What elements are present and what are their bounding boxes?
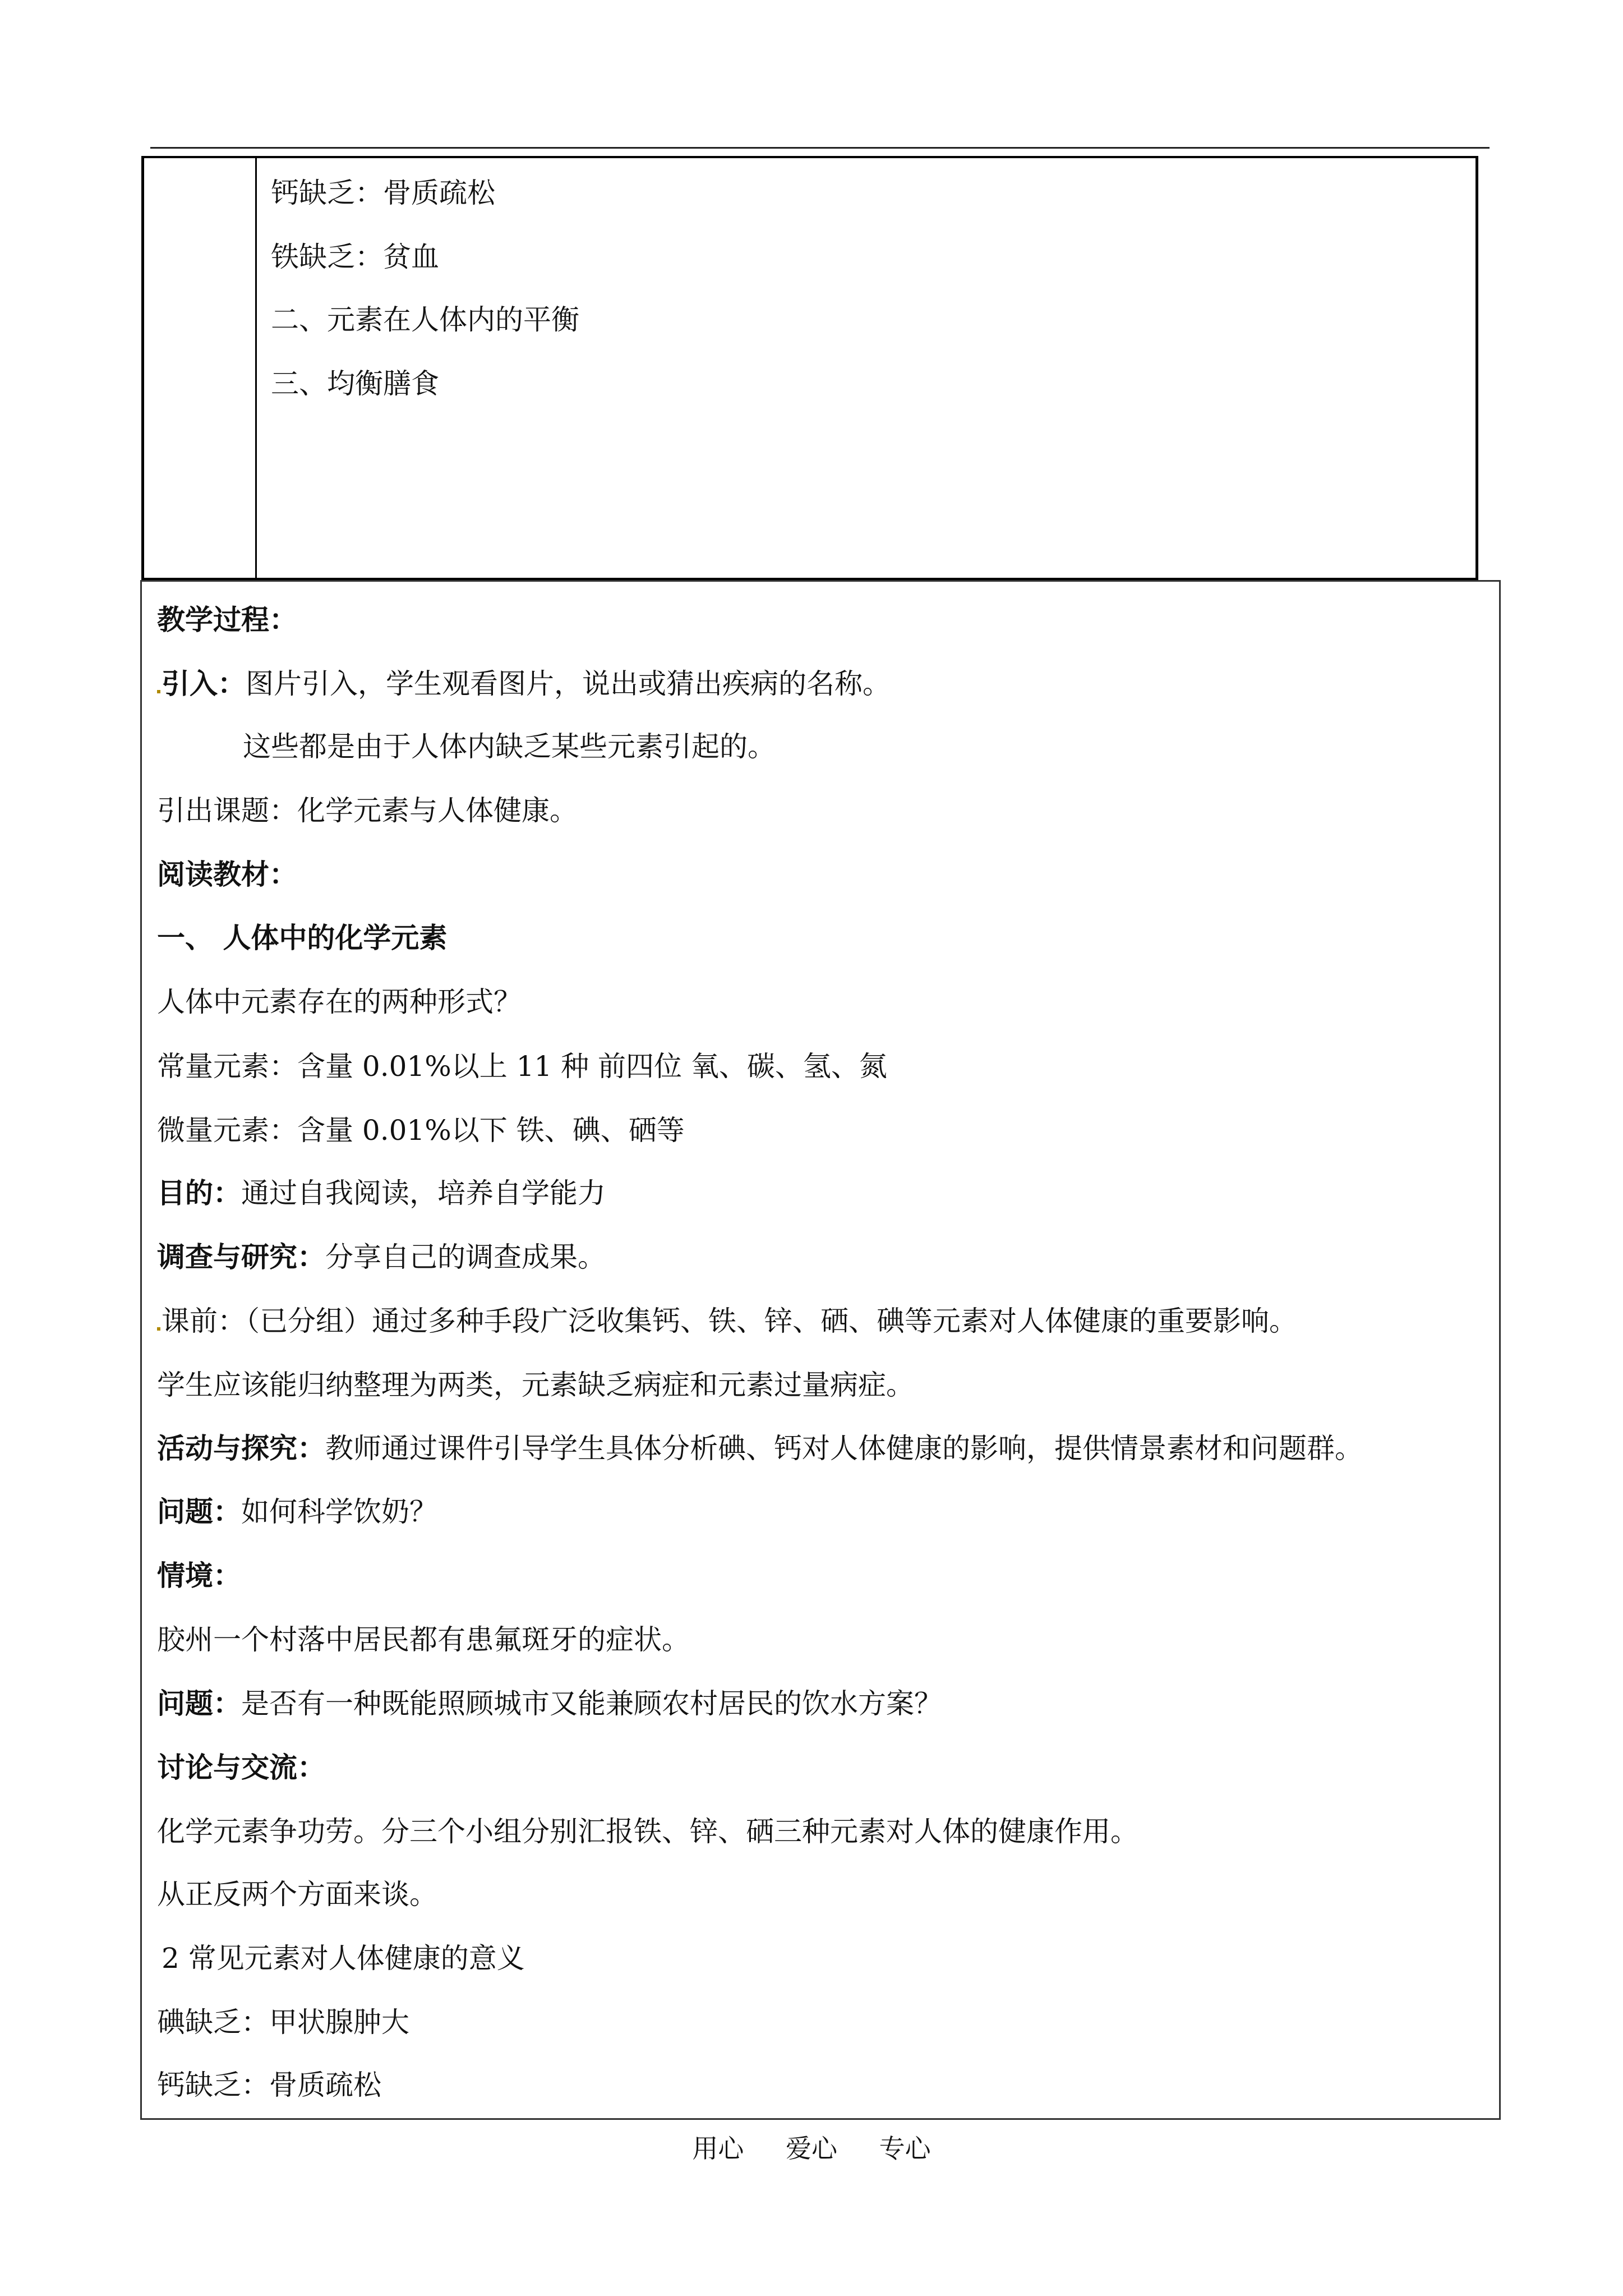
activity-line bbox=[157, 1432, 1363, 1465]
read-heading: 阅读教材： bbox=[157, 858, 297, 891]
meaning-heading: 2 常见元素对人体健康的意义 bbox=[162, 1942, 525, 1975]
question-label: 问题： bbox=[157, 1495, 241, 1528]
discuss-label: 讨论与交流： bbox=[157, 1751, 325, 1784]
survey-text: 分享自己的调查成果。 bbox=[325, 1241, 606, 1273]
intro-label: 引入： bbox=[162, 667, 246, 700]
prelesson-line bbox=[157, 1304, 1297, 1338]
teaching-process-box bbox=[140, 580, 1501, 2120]
survey-label: 调查与研究： bbox=[157, 1240, 325, 1273]
footer-word: 专心 bbox=[879, 2133, 931, 2164]
footer-word: 爱心 bbox=[786, 2133, 837, 2164]
mark-dot bbox=[157, 1327, 160, 1331]
section-heading: 教学过程： bbox=[157, 603, 297, 636]
question-text: 是否有一种既能照顾城市又能兼顾农村居民的饮水方案？ bbox=[241, 1687, 942, 1720]
table-column-divider bbox=[255, 158, 257, 578]
question-label: 问题： bbox=[157, 1687, 241, 1720]
situation-text: 胶州一个村落中居民都有患氟斑牙的症状。 bbox=[157, 1623, 690, 1656]
intro-text: 图片引入，学生观看图片，说出或猜出疾病的名称。 bbox=[246, 668, 891, 700]
discuss-text: 化学元素争功劳。分三个小组分别汇报铁、锌、硒三种元素对人体的健康作用。 bbox=[157, 1815, 1138, 1848]
activity-label: 活动与探究： bbox=[157, 1432, 325, 1465]
purpose-text: 通过自我阅读，培养自学能力 bbox=[241, 1177, 606, 1209]
purpose-label: 目的： bbox=[157, 1176, 241, 1209]
page-footer bbox=[0, 2133, 1623, 2164]
calcium-line: 钙缺乏：骨质疏松 bbox=[157, 2069, 381, 2101]
activity-text: 教师通过课件引导学生具体分析碘、钙对人体健康的影响，提供情景素材和问题群。 bbox=[325, 1432, 1363, 1465]
section1-heading: 一、 人体中的化学元素 bbox=[157, 921, 448, 954]
topic-line: 引出课题：化学元素与人体健康。 bbox=[157, 794, 578, 827]
mark-dot bbox=[157, 690, 160, 693]
iodine-line: 碘缺乏：甲状腺肿大 bbox=[157, 2006, 409, 2039]
text-line: 学生应该能归纳整理为两类，元素缺乏病症和元素过量病症。 bbox=[157, 1369, 914, 1401]
intro-continuation: 这些都是由于人体内缺乏某些元素引起的。 bbox=[243, 730, 776, 763]
text-line: 铁缺乏：贫血 bbox=[271, 241, 439, 273]
question-line bbox=[157, 1687, 942, 1720]
survey-line bbox=[157, 1240, 606, 1274]
question-line bbox=[157, 1495, 437, 1529]
intro-line bbox=[157, 667, 891, 701]
situation-label: 情境： bbox=[157, 1559, 241, 1592]
macro-elements-line: 常量元素：含量 0.01%以上 11 种 前四位 氧、碳、氢、氮 bbox=[157, 1050, 887, 1083]
footer-word: 用心 bbox=[692, 2133, 744, 2164]
text-line: 钙缺乏：骨质疏松 bbox=[271, 177, 495, 209]
micro-elements-line: 微量元素：含量 0.01%以下 铁、碘、硒等 bbox=[157, 1114, 685, 1147]
prelesson-text: 课前：（已分组）通过多种手段广泛收集钙、铁、锌、硒、碘等元素对人体健康的重要影响。 bbox=[162, 1305, 1297, 1337]
top-table bbox=[141, 156, 1478, 580]
purpose-line bbox=[157, 1176, 606, 1210]
header-rule bbox=[150, 147, 1490, 149]
text-line: 三、均衡膳食 bbox=[271, 367, 439, 400]
text-line: 二、元素在人体内的平衡 bbox=[271, 303, 579, 336]
discuss-continuation: 从正反两个方面来谈。 bbox=[157, 1878, 437, 1911]
table-content-cell bbox=[271, 158, 1464, 578]
text-line: 人体中元素存在的两种形式？ bbox=[157, 986, 522, 1018]
question-text: 如何科学饮奶？ bbox=[241, 1496, 437, 1528]
